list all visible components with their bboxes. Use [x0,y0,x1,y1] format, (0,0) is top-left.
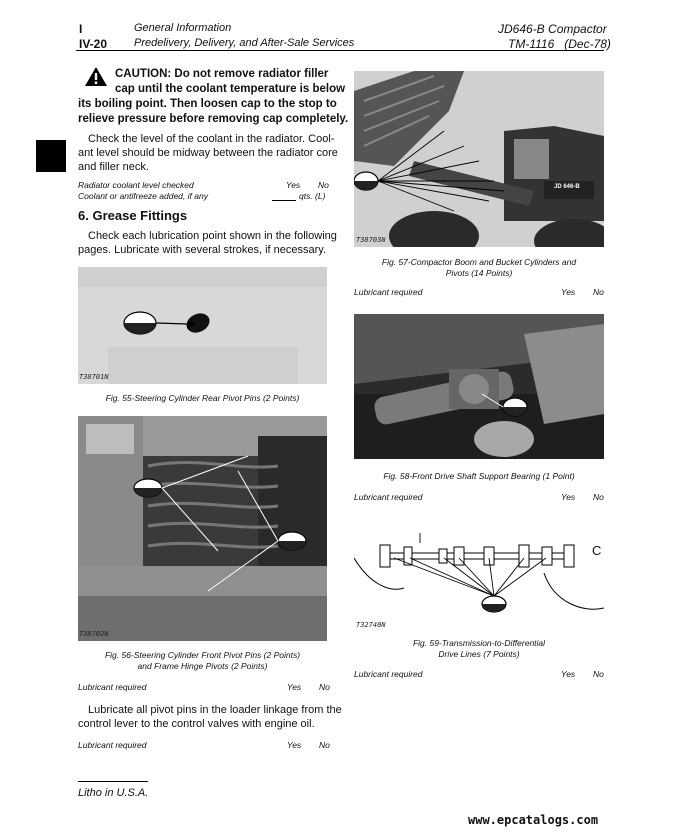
header-manual: TM-1116 (Dec-78) [508,37,611,51]
figure-56-photo [78,416,327,641]
figure-56-tag: T38702N [79,630,109,638]
figure-57-photo [354,71,604,247]
fig57-lubricant-label: Lubricant required [354,287,423,297]
fig56-lubricant-label: Lubricant required [78,682,147,692]
figure-56-caption-line-2: and Frame Hinge Pivots (2 Points) [137,661,268,671]
fig59-lubricant-no: No [593,669,604,679]
coolant-added-blank [272,200,296,201]
figure-57-machine-badge: JD 646-B [554,184,580,190]
figure-55-caption: Fig. 55-Steering Cylinder Rear Pivot Pins (2 Points) [105,393,300,403]
loader-text-line-1: Lubricate all pivot pins in the loader linkage from the [88,704,342,716]
fig59-lubricant-yes: Yes [561,669,576,679]
page-number: IV-20 [79,37,108,51]
grease-fittings-heading: 6. Grease Fittings [78,208,188,223]
fig59-lubricant-label: Lubricant required [354,669,423,679]
header-category: General Information [134,22,232,34]
fig58-lubricant-yes: Yes [561,492,576,502]
coolant-checked-yes: Yes [286,180,301,190]
coolant-checked-label: Radiator coolant level checked [78,180,194,190]
caution-line-3: its boiling point. Then loosen cap to the stop to [78,98,337,110]
section-tab-marker [36,140,66,172]
caution-line-2: cap until the coolant temperature is below [115,83,346,95]
fig56-lubricant-no: No [319,682,330,692]
loader-text-line-2: control lever to the control valves with engine oil. [78,718,315,730]
litho-note: Litho in U.S.A. [78,787,149,799]
fig58-lubricant-label: Lubricant required [354,492,423,502]
figure-59-caption-line-1: Fig. 59-Transmission-to-Differential [412,638,546,648]
fig56-lubricant-yes: Yes [287,682,302,692]
loader-lubricant-no: No [319,740,330,750]
figure-57-tag: T38703N [356,236,386,244]
loader-lubricant-label: Lubricant required [78,740,147,750]
figure-59-caption-line-2: Drive Lines (7 Points) [438,649,520,659]
coolant-text-line-3: and filler neck. [78,161,149,173]
warning-triangle-icon [84,66,108,87]
grease-text-line-2: pages. Lubricate with several strokes, if necessary. [78,244,327,256]
figure-59-drawing [354,513,604,631]
grease-text-line-1: Check each lubrication point shown in the following [88,230,337,242]
loader-lubricant-yes: Yes [287,740,302,750]
caution-line-1: CAUTION: Do not remove radiator filler [115,68,329,80]
figure-55-photo [78,267,327,384]
figure-58-caption: Fig. 58-Front Drive Shaft Support Bearing (1 Point) [383,471,575,481]
figure-55-tag: T38701N [79,373,109,381]
figure-58-tag: T32093WY [356,448,390,456]
coolant-text-line-2: ant level should be midway between the radiator core [78,147,338,159]
figure-58-photo [354,314,604,459]
caution-line-4: relieve pressure before removing cap completely. [78,113,349,125]
section-number: I [79,22,83,36]
figure-59-tag: T32740N [356,621,386,629]
figure-56-caption-line-1: Fig. 56-Steering Cylinder Front Pivot Pins (2 Points) [104,650,301,660]
figure-57-caption-line-2: Pivots (14 Points) [445,268,513,278]
header-subtitle: Predelivery, Delivery, and After-Sale Services [134,37,355,49]
coolant-checked-no: No [318,180,329,190]
fig57-lubricant-yes: Yes [561,287,576,297]
header-rule [76,50,604,51]
fig58-lubricant-no: No [593,492,604,502]
figure-57-caption-line-1: Fig. 57-Compactor Boom and Bucket Cylinders and [381,257,577,267]
coolant-added-unit: qts. (L) [299,191,326,201]
coolant-added-label: Coolant or antifreeze added, if any [78,191,208,201]
watermark-link[interactable]: www.epcatalogs.com [468,813,599,827]
figure-59-side-letter: C [592,543,602,558]
footer-rule [78,781,148,782]
coolant-text-line-1: Check the level of the coolant in the radiator. Cool- [88,133,335,145]
fig57-lubricant-no: No [593,287,604,297]
header-model: JD646-B Compactor [498,22,607,36]
